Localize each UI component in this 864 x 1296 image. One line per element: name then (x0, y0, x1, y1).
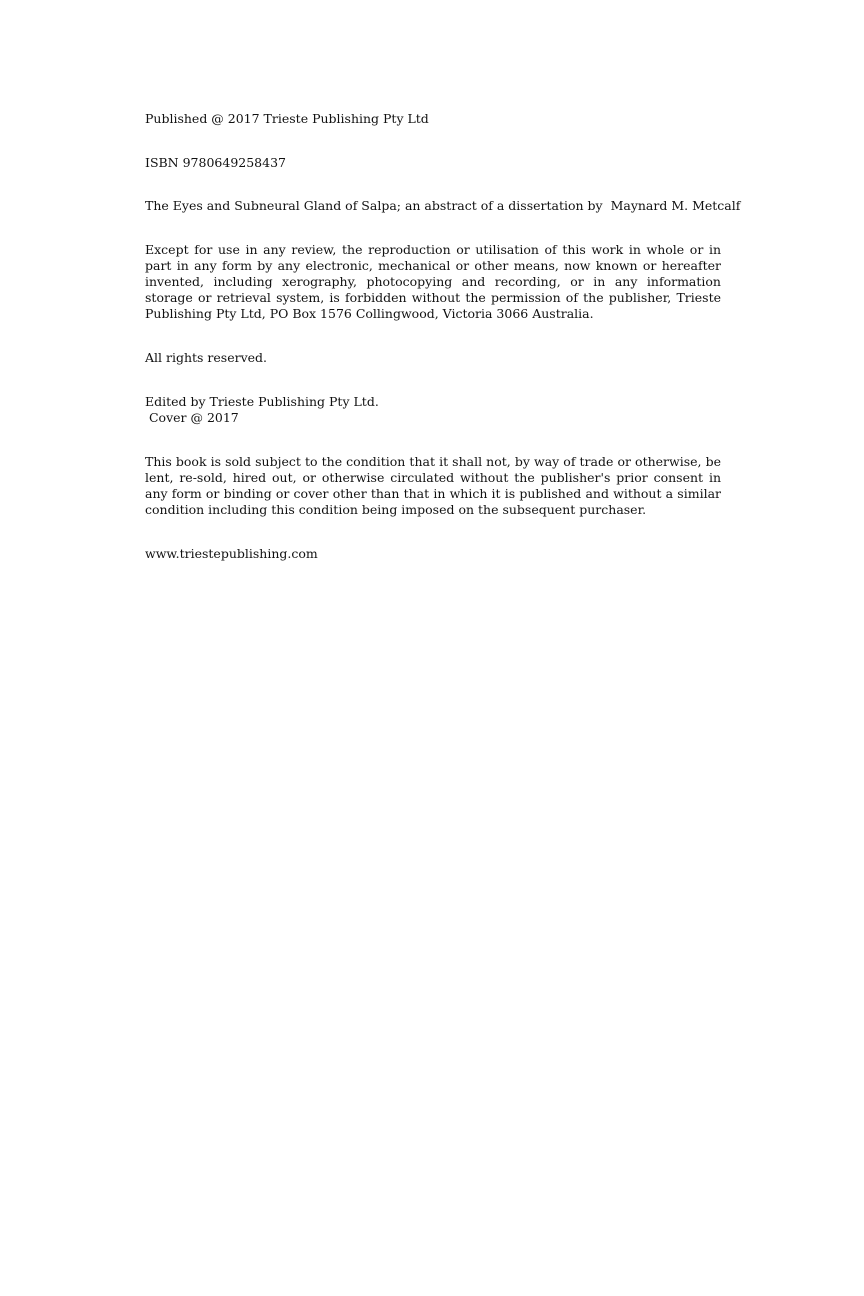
reproduction-notice: Except for use in any review, the reproduction or utilisation of this work in whole or in part in any form by any electronic, mechanical or other means, now known or hereafter invented, including xerography, photocopying and recording, or in any information storage or retrieval system, is forbidden without the permission of the publisher, Trieste Publishing Pty Ltd, PO Box 1576 Collingwood, Victoria 3066 Australia. (145, 242, 721, 321)
isbn-line: ISBN 9780649258437 (145, 155, 286, 170)
cover-line: Cover @ 2017 (145, 410, 239, 425)
edited-line: Edited by Trieste Publishing Pty Ltd. (145, 394, 379, 409)
published-line: Published @ 2017 Trieste Publishing Pty Ltd (145, 111, 429, 126)
sale-condition-notice: This book is sold subject to the condition that it shall not, by way of trade or otherwise, be lent, re-sold, hired out, or otherwise circulated without the publisher's prior consent in any form or binding or cover other than that in which it is published and without a similar condition including this condition being imposed on the subsequent purchaser. (145, 454, 721, 517)
copyright-page (145, 111, 741, 562)
rights-line: All rights reserved. (145, 350, 268, 365)
website-link[interactable]: www.triestepublishing.com (145, 546, 318, 561)
book-title-line: The Eyes and Subneural Gland of Salpa; an abstract of a dissertation by Maynard M. Metcalf (145, 198, 741, 213)
